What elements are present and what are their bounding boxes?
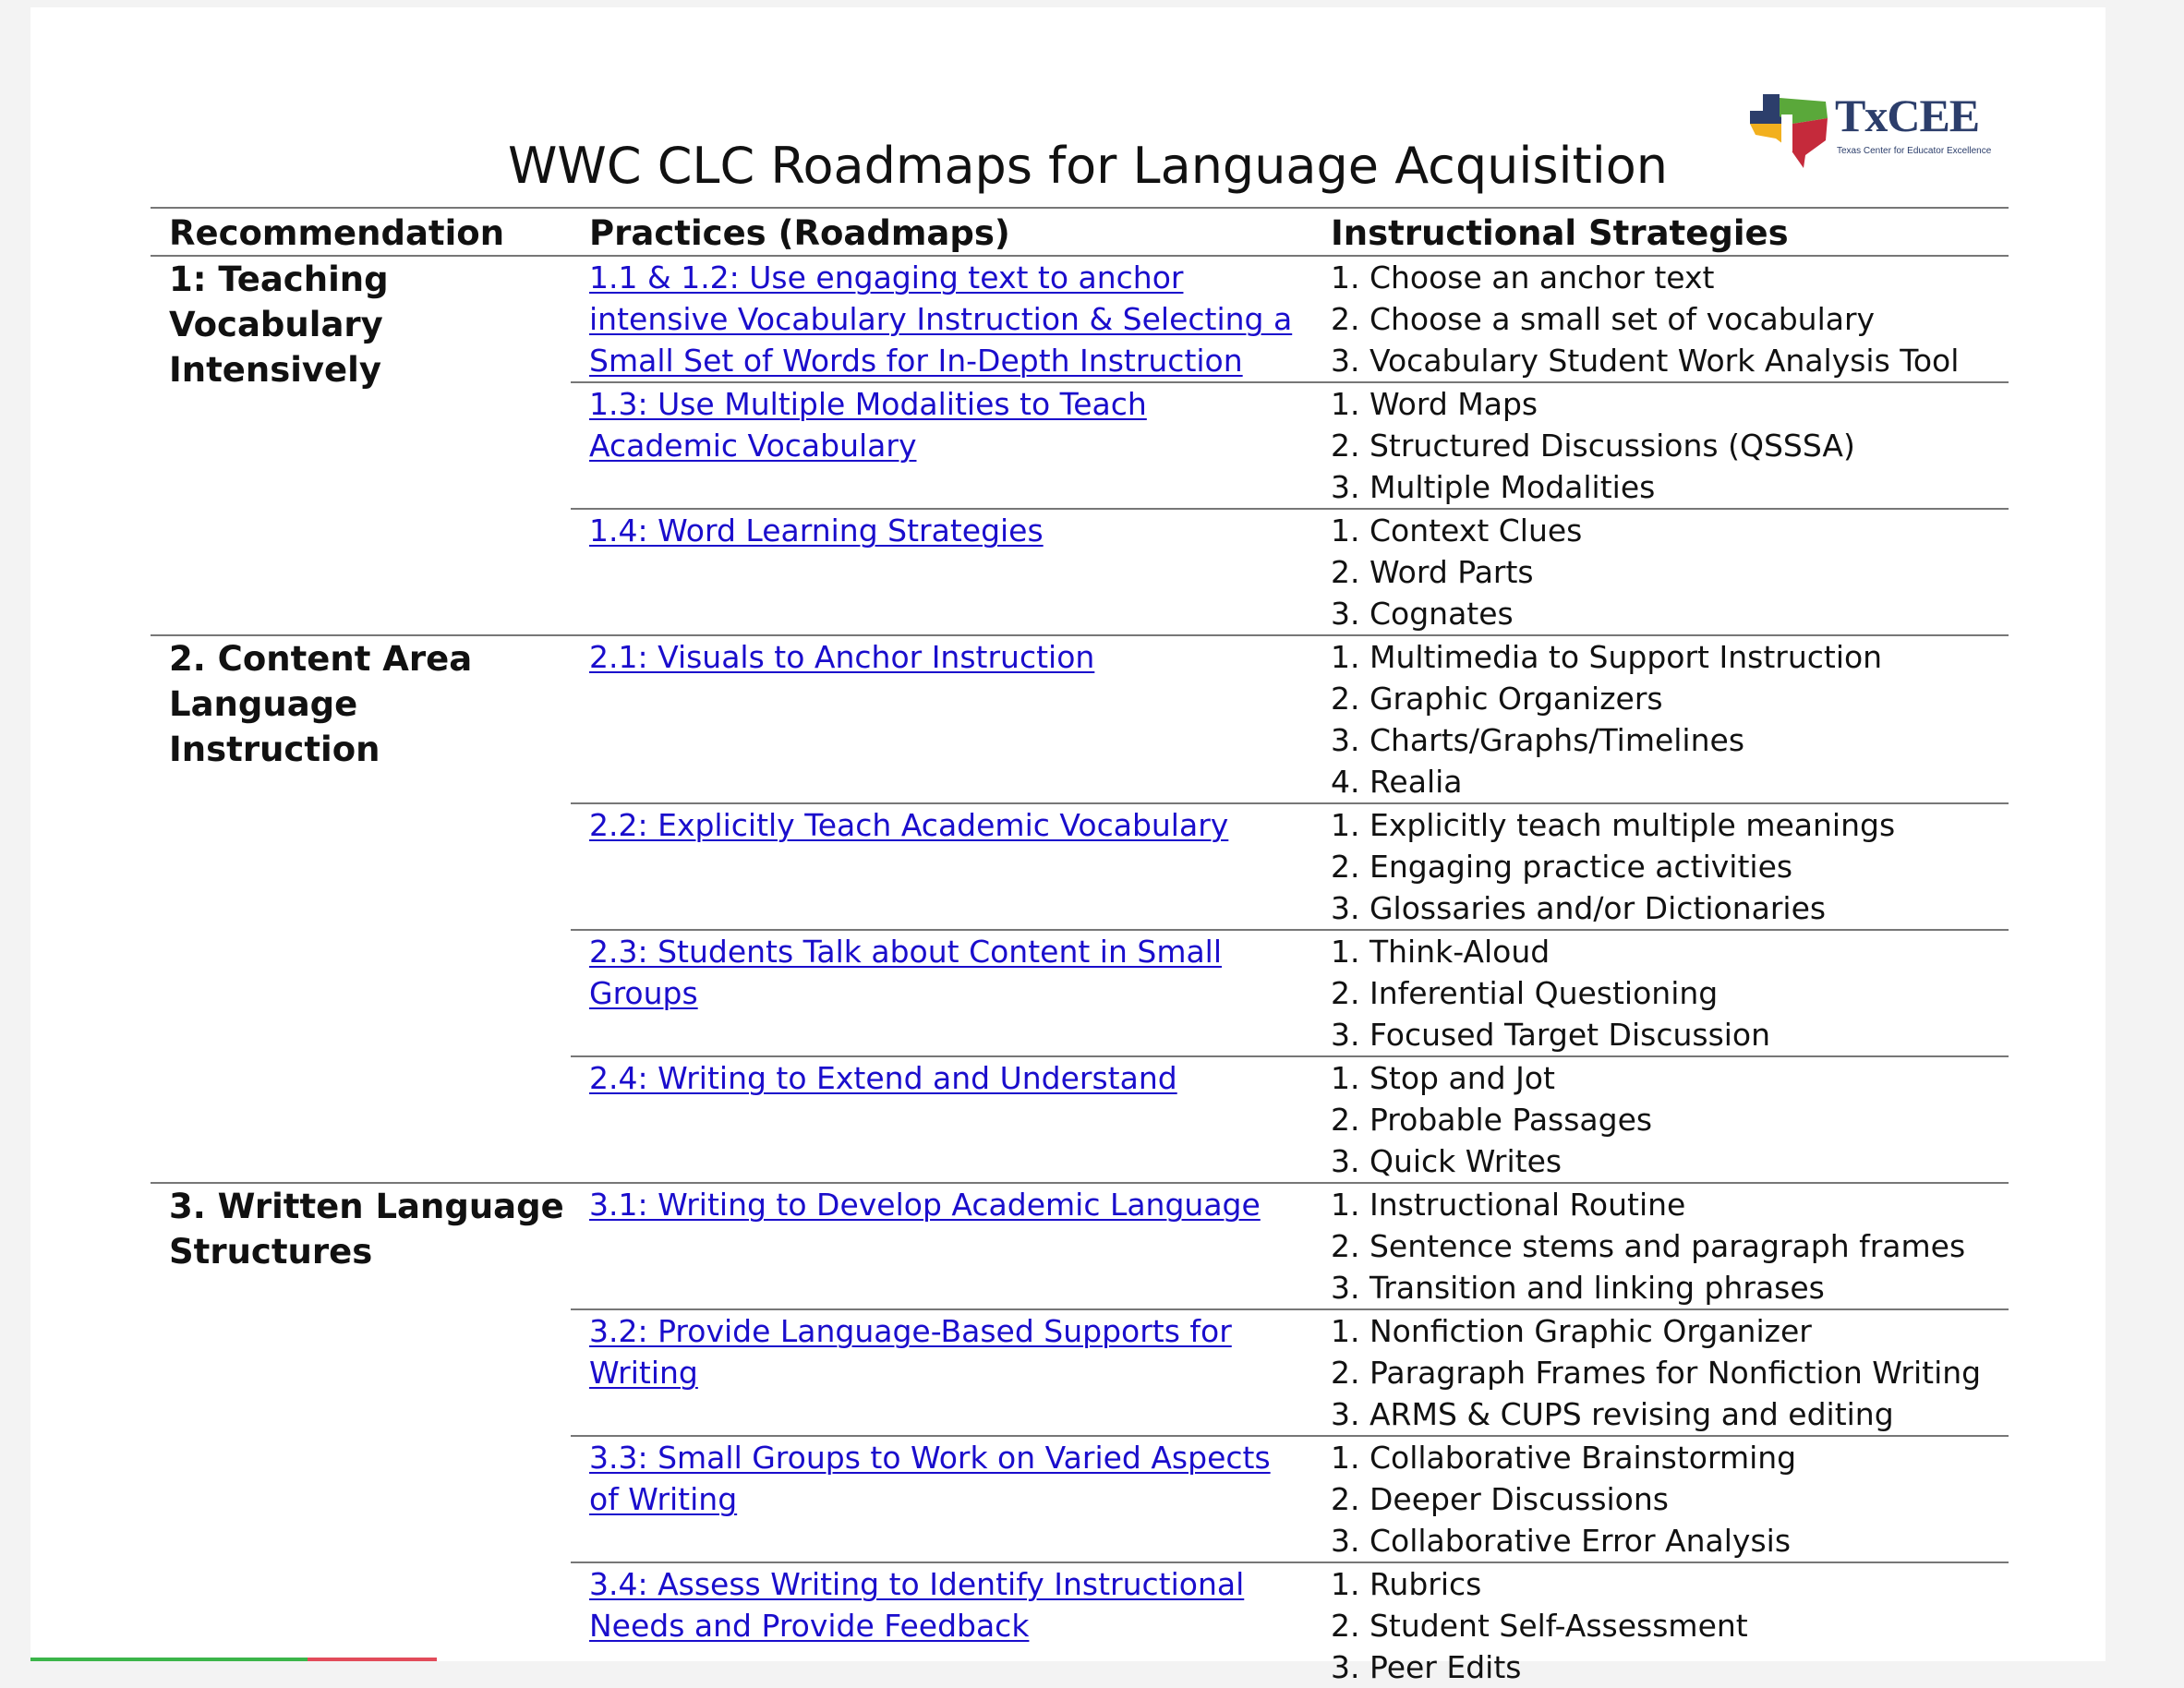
practice-cell bbox=[571, 1436, 1312, 1562]
practice-roadmap-link[interactable]: 1.3: Use Multiple Modalities to Teach Academic Vocabulary bbox=[589, 386, 1147, 464]
recommendation-cell: 2. Content Area Language Instruction bbox=[151, 635, 571, 1183]
recommendation-cell: 1: Teaching Vocabulary Intensively bbox=[151, 256, 571, 635]
strategies-cell bbox=[1312, 509, 2009, 635]
logo-subtitle: Texas Center for Educator Excellence bbox=[1837, 146, 1992, 156]
recommendation-cell: 3. Written Language Structures bbox=[151, 1183, 571, 1688]
document-page bbox=[30, 7, 2106, 1685]
strategies-cell bbox=[1312, 256, 2009, 382]
practice-cell bbox=[571, 803, 1312, 930]
practice-roadmap-link[interactable]: 1.1 & 1.2: Use engaging text to anchor intensive Vocabulary Instruction & Selecting a Small Set of Words for In-Depth Instruction bbox=[589, 259, 1293, 379]
strategy-item: 1. Explicitly teach multiple meanings bbox=[1331, 807, 1896, 843]
table-row bbox=[151, 635, 2009, 803]
practice-roadmap-link[interactable]: 3.3: Small Groups to Work on Varied Aspects of Writing bbox=[589, 1440, 1271, 1517]
practice-roadmap-link[interactable]: 3.1: Writing to Develop Academic Language bbox=[589, 1187, 1261, 1223]
strategy-item: 1. Collaborative Brainstorming bbox=[1331, 1440, 1797, 1476]
strategies-cell bbox=[1312, 803, 2009, 930]
practice-cell bbox=[571, 930, 1312, 1056]
strategy-item: 3. Charts/Graphs/Timelines bbox=[1331, 722, 1745, 758]
strategy-item: 3. Vocabulary Student Work Analysis Tool bbox=[1331, 343, 1960, 379]
practice-cell bbox=[571, 509, 1312, 635]
strategies-cell bbox=[1312, 1183, 2009, 1309]
practice-roadmap-link[interactable]: 2.4: Writing to Extend and Understand bbox=[589, 1060, 1177, 1096]
strategy-item: 3. ARMS & CUPS revising and editing bbox=[1331, 1396, 1894, 1432]
practice-roadmap-link[interactable]: 3.2: Provide Language-Based Supports for Writing bbox=[589, 1313, 1232, 1391]
strategy-item: 1. Word Maps bbox=[1331, 386, 1538, 422]
strategy-item: 2. Choose a small set of vocabulary bbox=[1331, 301, 1876, 337]
strategies-cell bbox=[1312, 1056, 2009, 1183]
strategy-item: 2. Graphic Organizers bbox=[1331, 681, 1663, 717]
roadmap-table bbox=[151, 207, 2009, 1688]
strategy-item: 3. Cognates bbox=[1331, 596, 1514, 632]
practice-cell bbox=[571, 635, 1312, 803]
strategy-item: 1. Instructional Routine bbox=[1331, 1187, 1686, 1223]
strategies-cell bbox=[1312, 382, 2009, 509]
practice-roadmap-link[interactable]: 2.1: Visuals to Anchor Instruction bbox=[589, 639, 1095, 675]
strategy-item: 3. Quick Writes bbox=[1331, 1143, 1563, 1179]
practice-cell bbox=[571, 1183, 1312, 1309]
strategy-item: 2. Structured Discussions (QSSSA) bbox=[1331, 428, 1855, 464]
strategy-item: 1. Rubrics bbox=[1331, 1566, 1482, 1602]
logo-wordmark: TxCEE bbox=[1835, 90, 1980, 141]
strategy-item: 2. Deeper Discussions bbox=[1331, 1481, 1669, 1517]
practice-cell bbox=[571, 382, 1312, 509]
strategy-item: 3. Glossaries and/or Dictionaries bbox=[1331, 890, 1827, 926]
strategy-item: 1. Multimedia to Support Instruction bbox=[1331, 639, 1883, 675]
strategy-item: 2. Inferential Questioning bbox=[1331, 975, 1719, 1011]
strategy-item: 1. Context Clues bbox=[1331, 512, 1583, 549]
strategy-item: 2. Sentence stems and paragraph frames bbox=[1331, 1228, 1966, 1264]
practice-roadmap-link[interactable]: 2.2: Explicitly Teach Academic Vocabulary bbox=[589, 807, 1229, 843]
practice-cell bbox=[571, 1056, 1312, 1183]
footer-color-bar bbox=[30, 1658, 437, 1661]
strategy-item: 2. Word Parts bbox=[1331, 554, 1534, 590]
table-row bbox=[151, 1183, 2009, 1309]
strategy-item: 1. Think-Aloud bbox=[1331, 934, 1551, 970]
page-title: WWC CLC Roadmaps for Language Acquisition bbox=[508, 137, 1668, 195]
strategies-cell bbox=[1312, 1309, 2009, 1436]
table-header-row bbox=[151, 208, 2009, 256]
practice-cell bbox=[571, 256, 1312, 382]
strategies-cell bbox=[1312, 1436, 2009, 1562]
strategy-item: 2. Paragraph Frames for Nonfiction Writing bbox=[1331, 1355, 1982, 1391]
header-practices: Practices (Roadmaps) bbox=[571, 208, 1312, 256]
header-strategies: Instructional Strategies bbox=[1312, 208, 2009, 256]
strategy-item: 4. Realia bbox=[1331, 764, 1463, 800]
strategies-cell bbox=[1312, 930, 2009, 1056]
strategy-item: 2. Engaging practice activities bbox=[1331, 849, 1793, 885]
strategy-item: 3. Focused Target Discussion bbox=[1331, 1017, 1771, 1053]
strategy-item: 3. Collaborative Error Analysis bbox=[1331, 1523, 1792, 1559]
strategy-item: 1. Nonfiction Graphic Organizer bbox=[1331, 1313, 1812, 1349]
strategy-item: 3. Transition and linking phrases bbox=[1331, 1270, 1825, 1306]
strategy-item: 3. Multiple Modalities bbox=[1331, 469, 1656, 505]
strategy-item: 2. Probable Passages bbox=[1331, 1102, 1653, 1138]
strategy-item: 1. Choose an anchor text bbox=[1331, 259, 1715, 295]
practice-roadmap-link[interactable]: 1.4: Word Learning Strategies bbox=[589, 512, 1044, 549]
strategy-item: 2. Student Self-Assessment bbox=[1331, 1608, 1748, 1644]
practice-cell bbox=[571, 1562, 1312, 1688]
header-recommendation: Recommendation bbox=[151, 208, 571, 256]
practice-roadmap-link[interactable]: 2.3: Students Talk about Content in Small Groups bbox=[589, 934, 1223, 1011]
practice-roadmap-link[interactable]: 3.4: Assess Writing to Identify Instructional Needs and Provide Feedback bbox=[589, 1566, 1245, 1644]
table-body bbox=[151, 256, 2009, 1688]
strategies-cell bbox=[1312, 635, 2009, 803]
strategies-cell bbox=[1312, 1562, 2009, 1688]
strategy-item: 1. Stop and Jot bbox=[1331, 1060, 1555, 1096]
table-row bbox=[151, 256, 2009, 382]
practice-cell bbox=[571, 1309, 1312, 1436]
strategy-item: 3. Peer Edits bbox=[1331, 1649, 1522, 1685]
